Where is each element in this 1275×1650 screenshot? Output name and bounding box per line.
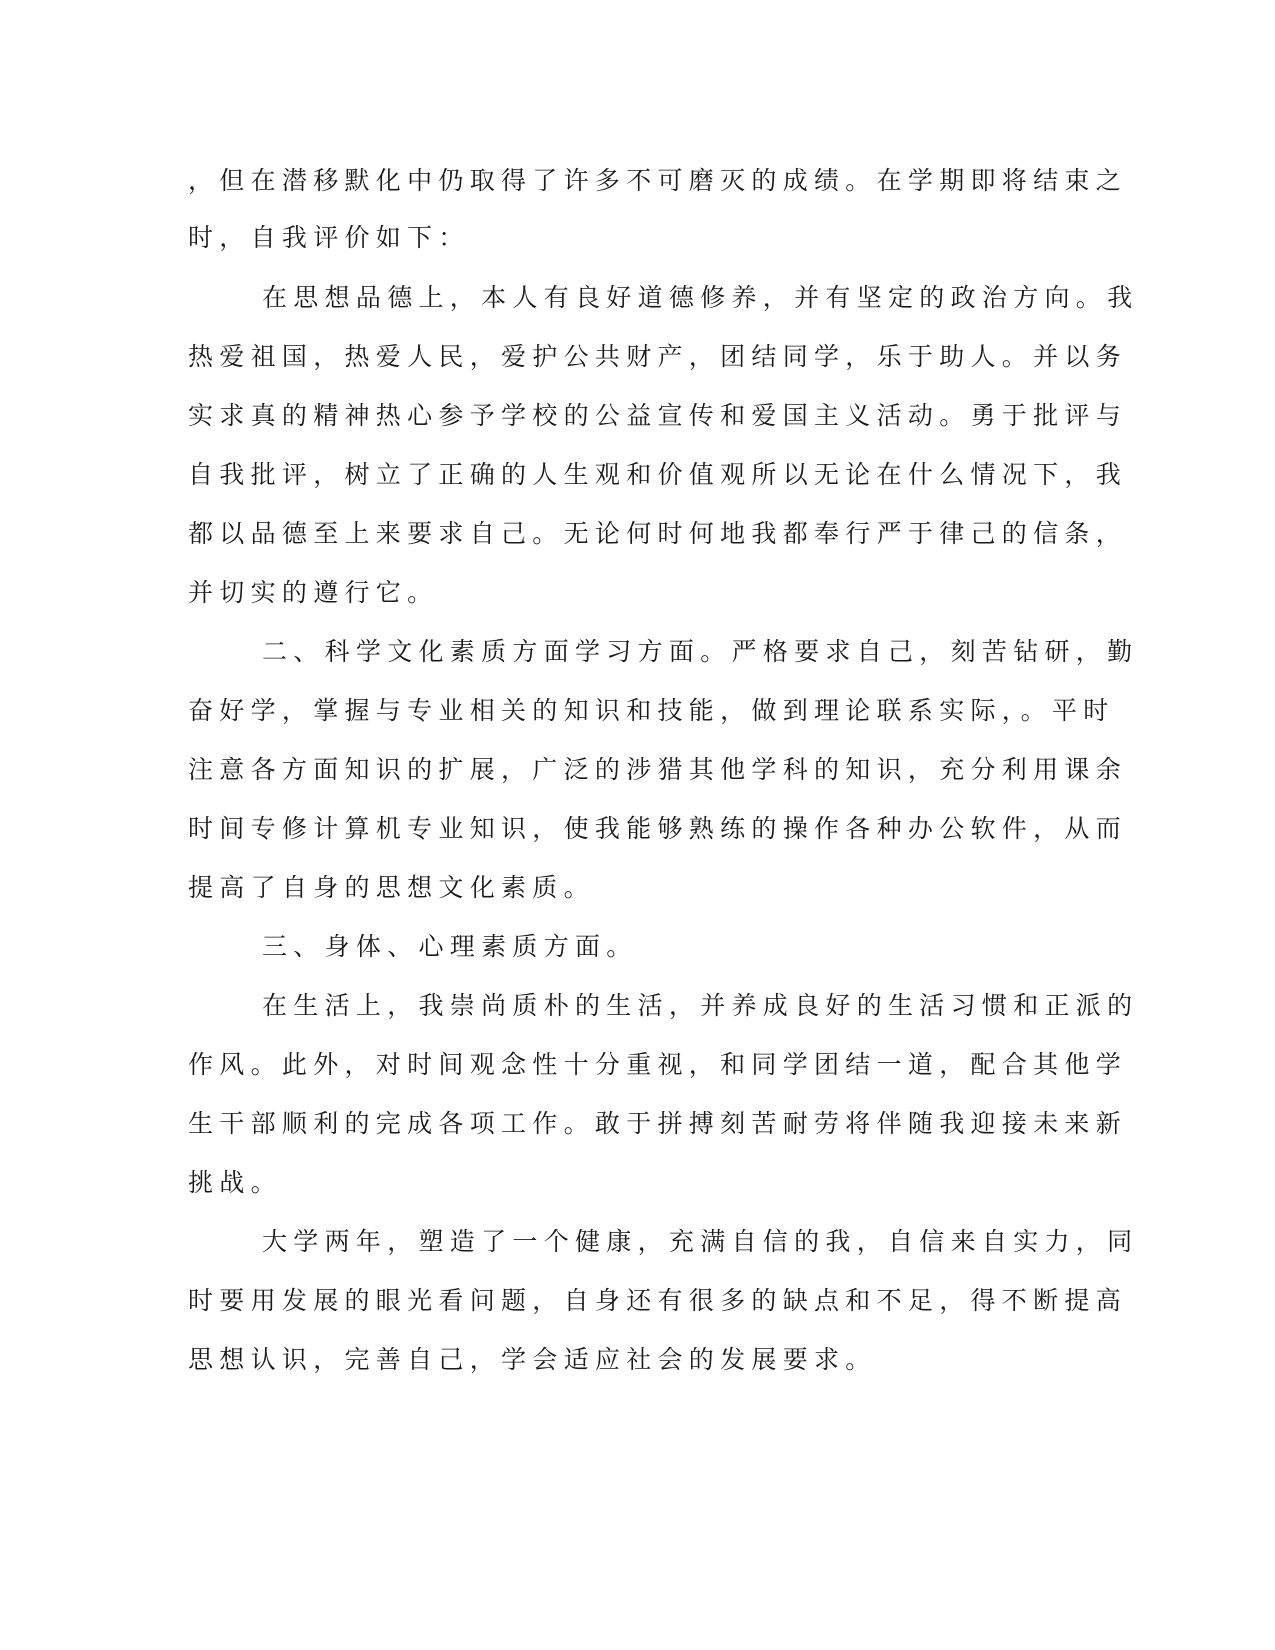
text-line: 二、科学文化素质方面学习方面。严格要求自己，刻苦钻研，勤	[262, 637, 1139, 666]
text-line: 挑战。	[188, 1168, 282, 1197]
text-line: 作风。此外，对时间观念性十分重视，和同学团结一道，配合其他学	[188, 1050, 1128, 1079]
text-line: 时间专修计算机专业知识，使我能够熟练的操作各种办公软件，从而	[188, 814, 1128, 843]
text-line: 大学两年，塑造了一个健康，充满自信的我，自信来自实力，同	[262, 1227, 1139, 1256]
text-line: 自我批评，树立了正确的人生观和价值观所以无论在什么情况下，我	[188, 460, 1128, 489]
text-line: ，但在潜移默化中仍取得了许多不可磨灭的成绩。在学期即将结束之	[188, 166, 1128, 195]
text-line: 注意各方面知识的扩展，广泛的涉猎其他学科的知识，充分利用课余	[188, 755, 1128, 784]
text-line: 思想认识，完善自己，学会适应社会的发展要求。	[188, 1345, 877, 1374]
text-line: 时要用发展的眼光看问题，自身还有很多的缺点和不足，得不断提高	[188, 1286, 1128, 1315]
text-line: 并切实的遵行它。	[188, 578, 439, 607]
text-line: 都以品德至上来要求自己。无论何时何地我都奉行严于律己的信条，	[188, 519, 1128, 548]
text-line: 热爱祖国，热爱人民，爱护公共财产，团结同学，乐于助人。并以务	[188, 342, 1128, 371]
text-line: 在思想品德上，本人有良好道德修养，并有坚定的政治方向。我	[262, 283, 1139, 312]
text-line: 三、身体、心理素质方面。	[262, 932, 638, 961]
text-line: 在生活上，我崇尚质朴的生活，并养成良好的生活习惯和正派的	[262, 991, 1139, 1020]
text-line: 提高了自身的思想文化素质。	[188, 873, 595, 902]
text-line: 奋好学，掌握与专业相关的知识和技能，做到理论联系实际，。平时	[188, 696, 1115, 725]
text-line: 实求真的精神热心参予学校的公益宣传和爱国主义活动。勇于批评与	[188, 401, 1128, 430]
text-line: 生干部顺利的完成各项工作。敢于拼搏刻苦耐劳将伴随我迎接未来新	[188, 1109, 1128, 1138]
text-line: 时，自我评价如下：	[188, 223, 470, 252]
